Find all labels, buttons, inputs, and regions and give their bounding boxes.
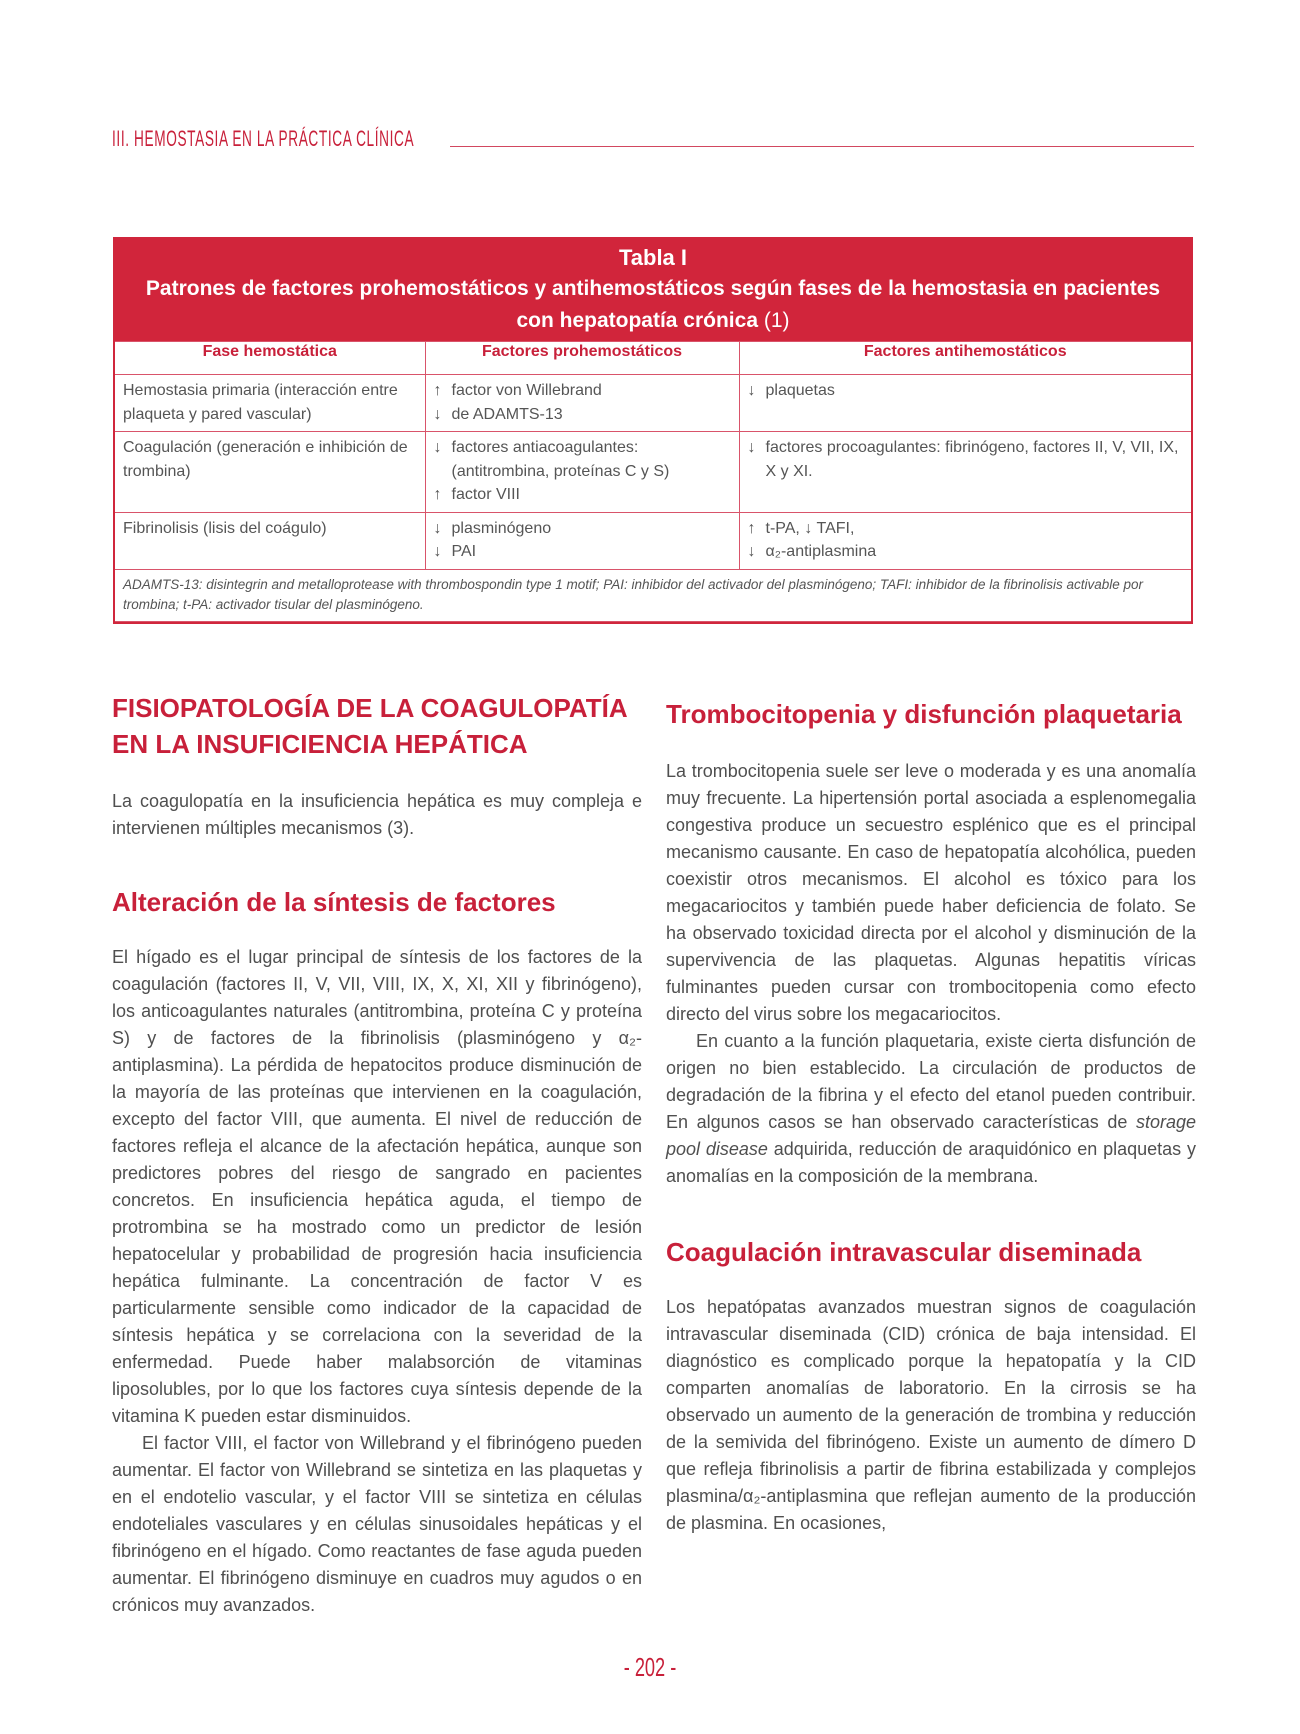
arrow-down-icon: ↓ [433,405,442,423]
arrow-down-icon: ↓ [433,543,442,560]
subsection-title-thrombocytopenia: Trombocitopenia y disfunción plaquetaria [666,699,1182,729]
cell-pro: ↑ factor von Willebrand ↓ de ADAMTS-13 [425,375,739,432]
table-caption [115,239,1191,341]
arrow-up-icon: ↑ [747,519,756,537]
table-row [115,375,1191,432]
running-head [112,120,1194,150]
table-row [115,512,1191,569]
arrow-down-icon: ↓ [433,439,442,456]
column-header-pro: Factores prohemostáticos [425,342,739,375]
table-reference: (1) [763,309,790,332]
table-grid [115,341,1191,622]
arrow-down-icon: ↓ [747,439,756,456]
body-paragraph: En cuanto a la función plaquetaria, existe cierta disfunción de origen no bien establecido. La circulación de productos de degradación de la fibrina y el efecto del etanol pueden contribuir. En algunos casos se han observado características de storage pool disease adquirida, reducción de araquidónico en plaquetas y anomalías en la composición de la membrana. [666,1031,1196,1186]
right-column [666,696,1196,1537]
page-number: - 202 - [623,1652,677,1682]
table-1 [113,237,1193,624]
table-header-row [115,342,1191,375]
italic-term: storage pool disease [666,1112,1196,1159]
intro-paragraph: La coagulopatía en la insuficiencia hepática es muy compleja e intervienen múltiples mecanismos (3). [112,791,642,838]
column-header-anti: Factores antihemostáticos [739,342,1191,375]
cell-pro: ↓ plasminógeno ↓ PAI [425,512,739,569]
body-paragraph: El hígado es el lugar principal de síntesis de los factores de la coagulación (factores II, V, VII, VIII, IX, X, XI, XII y fibrinógeno), los anticoagulantes naturales (antitrombina, proteína C y proteína S) y de factores de la fibrinolisis (plasminógeno y α₂-antiplasmina). La pérdida de hepatocitos produce disminución de la mayoría de las proteínas que intervienen en la coagulación, excepto del factor VIII, que aumenta. El nivel de reducción de factores refleja el alcance de la afectación hepática, aunque son predictores pobres del riesgo de sangrado en pacientes concretos. En insuficiencia hepática aguda, el tiempo de protrombina se ha mostrado como un predictor de lesión hepatocelular y probabilidad de progresión hacia insuficiencia hepática fulminante. La concentración de factor V es particularmente sensible como indicador de la capacidad de síntesis hepática y se correlaciona con la severidad de la enfermedad. Puede haber malabsorción de vitaminas liposolubles, por lo que los factores cuya síntesis depende de la vitamina K pueden estar disminuidos. [112,947,642,1426]
cell-anti: ↓ plaquetas [739,375,1191,432]
cell-phase: Coagulación (generación e inhibición de trombina) [115,432,425,513]
body-paragraph: Los hepatópatas avanzados muestran signos de coagulación intravascular diseminada (CID) crónica de baja intensidad. El diagnóstico es complicado porque la hepatopatía y la CID comparten anomalías de laboratorio. En la cirrosis se ha observado un aumento de la generación de trombina y reducción de la semivida del fibrinógeno. Existe un aumento de dímero D que refleja fibrinolisis a partir de fibrina estabilizada y complejos plasmina/α₂-antiplasmina que reflejan aumento de la producción de plasmina. En ocasiones, [666,1297,1196,1533]
arrow-down-icon: ↓ [747,382,756,399]
cell-phase: Fibrinolisis (lisis del coágulo) [115,512,425,569]
arrow-up-icon: ↑ [433,486,442,503]
cell-anti: ↓ factores procoagulantes: fibrinógeno, factores II, V, VII, IX, X y XI. [739,432,1191,513]
body-paragraph: El factor VIII, el factor von Willebrand y el fibrinógeno pueden aumentar. El factor von Willebrand se sintetiza en las plaquetas y en el endotelio vascular, y el factor VIII se sintetiza en células endoteliales vasculares y en células sinusoidales hepáticas y el fibrinógeno en el hígado. Como reactantes de fase aguda pueden aumentar. El fibrinógeno disminuye en cuadros muy agudos o en crónicos muy avanzados. [112,1433,642,1615]
arrow-up-icon: ↑ [433,382,442,399]
column-header-phase: Fase hemostática [115,342,425,375]
running-head-rule [450,146,1194,147]
table-label: Tabla I [618,245,688,270]
running-head-title: III. HEMOSTASIA EN LA PRÁCTICA CLÍNICA [112,126,415,151]
cell-anti: ↑ t-PA, ↓ TAFI, ↓ α₂-antiplasmina [739,512,1191,569]
left-column [112,690,642,1619]
section-title: FISIOPATOLOGÍA DE LA COAGULOPATÍA EN LA INSUFICIENCIA HEPÁTICA [112,693,627,759]
table-title: Patrones de factores prohemostáticos y antihemostáticos según fases de la hemostasia en pacientes con hepatopatía crónica (1) [145,277,1161,332]
cell-pro: ↓ factores antiacoagulantes: (antitrombina, proteínas C y S) ↑ factor VIII [425,432,739,513]
table-footnote: ADAMTS-13: disintegrin and metalloprotease with thrombospondin type 1 motif; PAI: inhibidor del activador del plasminógeno; TAFI: inhibidor de la fibrinolisis activable por trombina; t-PA: activador tisular del plasminógeno. [115,569,1191,621]
body-paragraph: La trombocitopenia suele ser leve o moderada y es una anomalía muy frecuente. La hipertensión portal asociada a esplenomegalia congestiva produce un secuestro esplénico que es el principal mecanismo causante. En caso de hepatopatía alcohólica, pueden coexistir otros mecanismos. El alcohol es tóxico para los megacariocitos y también puede haber deficiencia de folato. Se ha observado toxicidad directa por el alcohol y disminución de la supervivencia de las plaquetas. Algunas hepatitis víricas fulminantes pueden cursar con trombocitopenia como efecto directo del virus sobre los megacariocitos. [666,761,1196,1024]
arrow-down-icon: ↓ [433,519,442,537]
arrow-down-icon: ↓ [747,543,756,560]
table-row [115,432,1191,513]
table-footnote-row [115,569,1191,621]
subsection-title-synthesis: Alteración de la síntesis de factores [112,887,556,917]
cell-phase: Hemostasia primaria (interacción entre plaqueta y pared vascular) [115,375,425,432]
subsection-title-cid: Coagulación intravascular diseminada [666,1237,1142,1267]
